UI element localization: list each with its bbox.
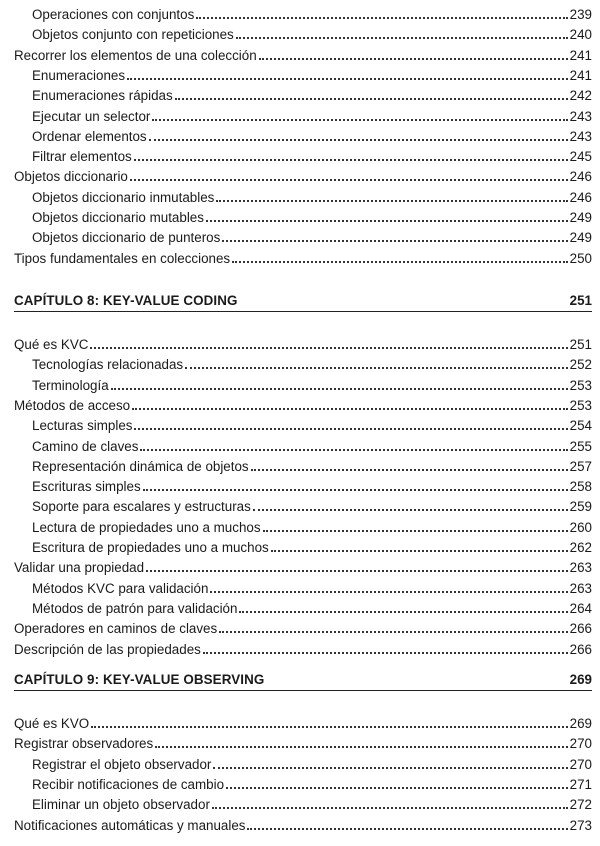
toc-entry-page: 243 [569,108,592,124]
dot-leader [185,367,568,369]
toc-entry-page: 259 [569,499,592,515]
dot-leader [263,530,568,532]
toc-entry-page: 258 [569,479,592,495]
toc-entry[interactable] [32,792,592,812]
toc-entry-page: 243 [569,128,592,144]
toc-entry[interactable] [14,711,592,731]
dot-leader [134,428,567,430]
toc-entry-title: Terminología [32,377,109,393]
dot-leader [206,220,568,222]
dot-leader [239,611,567,613]
chapter-heading-9[interactable] [14,669,592,691]
toc-entry-title: Registrar el objeto observador [32,756,212,772]
toc-entry-page: 249 [569,210,592,225]
toc-entry-title: Métodos de acceso [14,397,131,413]
toc-entry[interactable] [14,731,592,751]
dot-leader [91,726,567,728]
toc-entry-title: Recorrer los elementos de una colección [14,47,257,63]
toc-entry-page: 262 [569,540,592,555]
toc-entry-title: Operaciones con conjuntos [32,7,195,22]
dot-leader [146,570,568,572]
toc-entry-page: 245 [569,149,592,165]
toc-entry[interactable] [14,246,592,266]
dot-leader [130,179,568,181]
dot-leader [247,828,567,830]
toc-entry[interactable] [32,352,592,372]
toc-entry-title: Ejecutar un selector [32,108,151,124]
dot-leader [111,388,568,390]
dot-leader [232,261,568,263]
toc-entry-page: 246 [569,169,592,185]
dot-leader [134,159,568,161]
toc-entry[interactable] [14,332,592,352]
toc-entry-title: Recibir notificaciones de cambio [32,776,225,792]
toc-entry-page: 257 [569,458,592,474]
toc-entry[interactable] [14,43,592,63]
toc-entry[interactable] [32,434,592,454]
toc-entry[interactable] [32,225,592,245]
dot-leader [216,200,567,202]
toc-entry-page: 271 [569,776,592,792]
toc-entry[interactable] [32,772,592,792]
dot-leader [253,509,568,511]
dot-leader [226,787,568,789]
dot-leader [196,17,567,19]
chapter-title: CAPÍTULO 8: KEY-VALUE CODING [14,293,238,308]
toc-entry-title: Soporte para escalares y estructuras [32,499,251,515]
toc-entry[interactable] [32,83,592,103]
toc-entry-page: 266 [569,641,592,657]
toc-entry-title: Objetos diccionario [14,169,128,185]
toc-entry-page: 241 [569,47,592,63]
toc-entry-page: 251 [569,337,592,352]
toc-entry[interactable] [32,474,592,494]
chapter-heading-8[interactable] [14,290,592,312]
toc-entry-page: 270 [569,736,592,752]
toc-entry[interactable] [32,413,592,433]
toc-entry-page: 254 [569,418,592,434]
toc-entry-title: Tecnologías relacionadas [32,357,184,373]
toc-entry-title: Métodos de patrón para validación [32,600,238,616]
toc-entry[interactable] [32,205,592,225]
toc-entry-title: Enumeraciones [32,67,126,83]
toc-entry-title: Ordenar elementos [32,128,147,144]
toc-entry[interactable] [32,596,592,616]
dot-leader [219,631,567,633]
toc-entry-title: Notificaciones automáticas y manuales [14,817,246,833]
dot-leader [149,139,568,141]
toc-entry-page: 239 [569,7,592,22]
toc-entry-title: Métodos KVC para validación [32,580,209,596]
toc-entry-title: Representación dinámica de objetos [32,458,249,474]
dot-leader [140,449,567,451]
chapter-title: CAPÍTULO 9: KEY-VALUE OBSERVING [14,672,265,687]
toc-entry[interactable] [14,555,592,575]
dot-leader [127,78,568,80]
dot-leader [132,408,568,410]
dot-leader [152,119,567,121]
toc-entry-title: Enumeraciones rápidas [32,88,173,104]
toc-entry-title: Objetos diccionario inmutables [32,189,215,205]
toc-entry-page: 242 [569,88,592,104]
toc-entry-page: 263 [569,560,592,576]
toc-entry-title: Objetos diccionario mutables [32,210,204,225]
toc-entry-page: 264 [569,600,592,616]
toc-entry[interactable] [32,2,592,22]
toc-entry[interactable] [32,494,592,514]
chapter-page: 251 [569,293,592,308]
toc-entry-page: 266 [569,621,592,637]
toc-entry-title: Lecturas simples [32,418,133,434]
dot-leader [236,37,568,39]
toc-entry[interactable] [14,637,592,657]
toc-entry-title: Qué es KVC [14,337,89,352]
dot-leader [210,591,567,593]
toc-entry-title: Eliminar un objeto observador [32,797,210,813]
toc-entry-title: Tipos fundamentales en colecciones [14,250,231,266]
toc-entry-title: Qué es KVO [14,716,90,731]
toc-entry[interactable] [32,535,592,555]
toc-entry[interactable] [32,185,592,205]
toc-entry-page: 240 [569,27,592,43]
toc-entry-title: Descripción de las propiedades [14,641,201,657]
toc-entry-title: Camino de claves [32,438,139,454]
toc-entry-title: Filtrar elementos [32,149,132,165]
dot-leader [259,58,568,60]
toc-entry[interactable] [14,616,592,636]
toc-entry[interactable] [14,393,592,413]
dot-leader [175,98,568,100]
toc-entry[interactable] [32,22,592,42]
toc-entry-page: 252 [569,357,592,373]
toc-entry-page: 263 [569,580,592,596]
toc-entry-page: 260 [569,519,592,535]
toc-entry-title: Escritura de propiedades uno a muchos [32,540,269,555]
dot-leader [90,347,567,349]
toc-entry-title: Objetos diccionario de punteros [32,230,221,246]
dot-leader [213,767,567,769]
toc-entry[interactable] [14,813,592,833]
dot-leader [222,240,567,242]
toc-entry-page: 253 [569,397,592,413]
dot-leader [271,550,568,552]
dot-leader [203,652,568,654]
toc-entry[interactable] [32,752,592,772]
toc-entry[interactable] [32,515,592,535]
toc-entry-page: 269 [569,716,592,731]
toc-entry-page: 272 [569,797,592,813]
toc-entry-page: 255 [569,438,592,454]
toc-entry-title: Registrar observadores [14,736,154,752]
toc-entry-title: Lectura de propiedades uno a muchos [32,519,261,535]
dot-leader [143,489,568,491]
dot-leader [251,469,568,471]
toc-entry-page: 273 [569,817,592,833]
toc-entry[interactable] [32,124,592,144]
toc-entry-title: Operadores en caminos de claves [14,621,218,637]
toc-entry-page: 270 [569,756,592,772]
toc-entry[interactable] [32,144,592,164]
toc-entry-page: 253 [569,377,592,393]
toc-entry-title: Validar una propiedad [14,560,145,576]
toc-entry-page: 241 [569,67,592,83]
toc-entry-title: Escrituras simples [32,479,141,495]
dot-leader [212,807,568,809]
toc-entry-page: 250 [569,250,592,266]
chapter-page: 269 [569,672,592,687]
dot-leader [155,746,567,748]
toc-entry[interactable] [14,164,592,184]
toc-entry[interactable] [32,576,592,596]
toc-entry-page: 249 [569,230,592,246]
toc-entry[interactable] [32,63,592,83]
toc-entry[interactable] [32,454,592,474]
toc-entry-title: Objetos conjunto con repeticiones [32,27,234,43]
toc-entry[interactable] [32,104,592,124]
toc-entry[interactable] [32,373,592,393]
toc-entry-page: 246 [569,189,592,205]
